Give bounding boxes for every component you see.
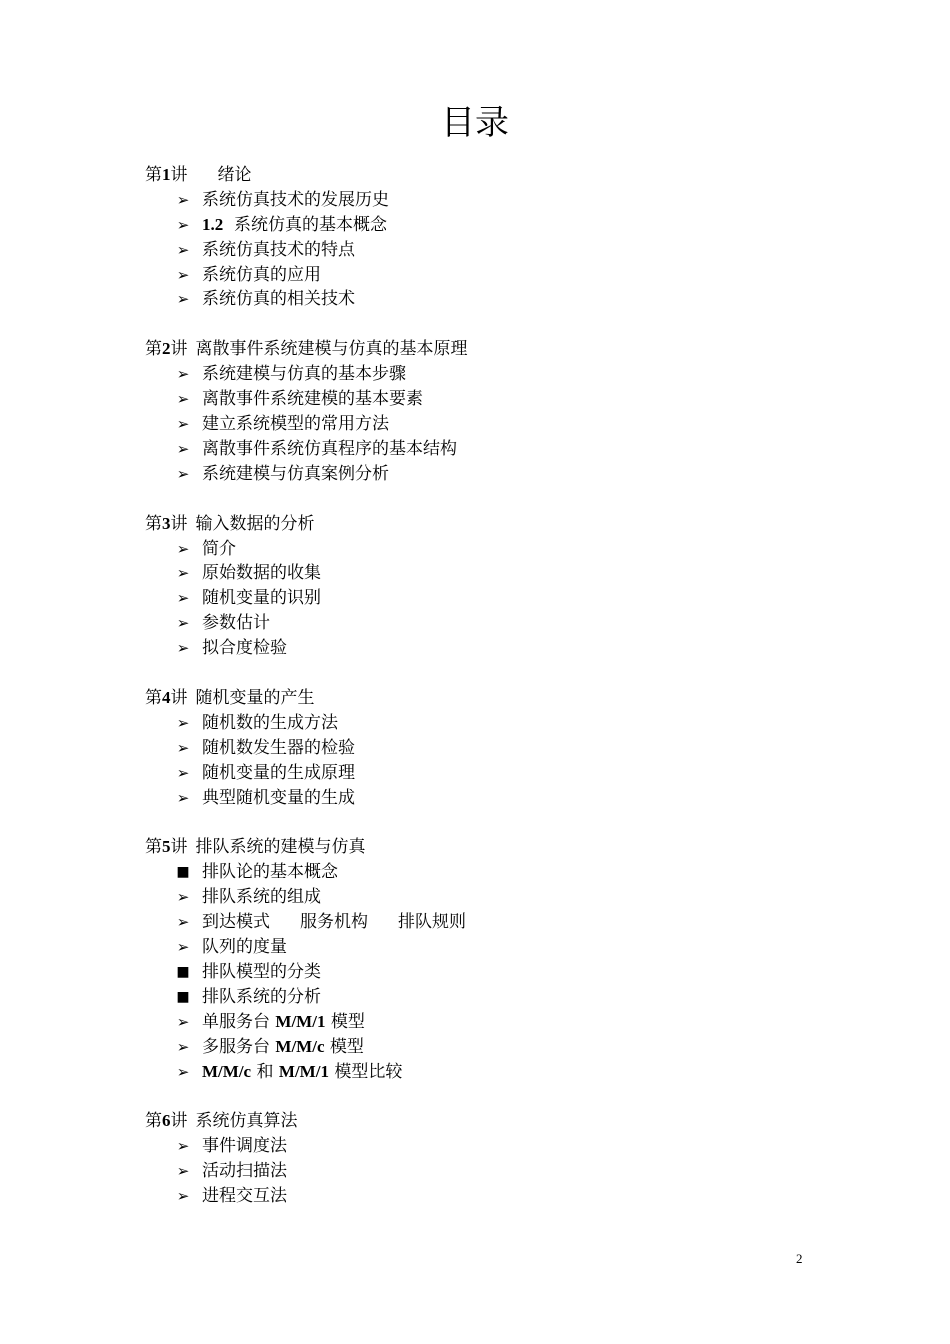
toc-item[interactable] — [145, 611, 865, 636]
toc-item-text: 服务机构 — [300, 912, 368, 933]
toc-item[interactable] — [145, 263, 865, 288]
toc-item[interactable] — [145, 1010, 865, 1035]
chapter-prefix: 第 — [145, 837, 162, 858]
toc-item-text: 随机变量的识别 — [202, 588, 321, 609]
toc-item[interactable] — [145, 412, 865, 437]
toc-item-text: 建立系统模型的常用方法 — [202, 414, 389, 435]
toc-item-text: 参数估计 — [202, 613, 270, 634]
toc-item-text: 模型 — [324, 1036, 364, 1057]
toc-item[interactable] — [145, 910, 865, 935]
chapter-3 — [145, 512, 865, 661]
arrow-bullet-icon: ➢ — [176, 390, 190, 409]
arrow-bullet-icon: ➢ — [176, 913, 190, 932]
toc-item[interactable] — [145, 860, 865, 885]
toc-item[interactable] — [145, 213, 865, 238]
arrow-bullet-icon: ➢ — [176, 1137, 190, 1156]
chapter-number: 2 — [162, 339, 171, 359]
toc-item-text: 原始数据的收集 — [202, 563, 321, 584]
toc-item-text: 模型 — [325, 1011, 365, 1032]
toc-item[interactable] — [145, 736, 865, 761]
chapter-title: 排队系统的建模与仿真 — [195, 837, 366, 858]
arrow-bullet-icon: ➢ — [176, 290, 190, 309]
toc-item-text: 系统仿真的相关技术 — [202, 289, 355, 310]
toc-item-text: 系统建模与仿真案例分析 — [202, 463, 389, 484]
toc-item-text: 队列的度量 — [202, 937, 287, 958]
arrow-bullet-icon: ➢ — [176, 265, 190, 284]
toc-item[interactable] — [145, 586, 865, 611]
arrow-bullet-icon: ➢ — [176, 564, 190, 583]
chapter-suffix: 讲 — [170, 513, 188, 534]
toc-item[interactable] — [145, 786, 865, 811]
toc-item[interactable] — [145, 1134, 865, 1159]
chapter-title: 输入数据的分析 — [195, 513, 315, 534]
arrow-bullet-icon: ➢ — [176, 439, 190, 458]
arrow-bullet-icon: ➢ — [176, 938, 190, 957]
arrow-bullet-icon: ➢ — [176, 190, 190, 209]
chapter-6 — [145, 1109, 865, 1209]
chapter-suffix: 讲 — [170, 688, 188, 709]
arrow-bullet-icon: ➢ — [176, 1012, 190, 1031]
toc-item-text: 系统仿真技术的发展历史 — [202, 189, 389, 210]
toc-item-text: 多服务台 — [202, 1036, 276, 1057]
arrow-bullet-icon: ➢ — [176, 365, 190, 384]
chapter-heading[interactable] — [145, 512, 865, 537]
toc-item-text: 随机数发生器的检验 — [202, 737, 355, 758]
chapter-number: 6 — [162, 1111, 171, 1131]
toc-item[interactable] — [145, 362, 865, 387]
toc-item-text: M/M/1 — [278, 1061, 329, 1081]
arrow-bullet-icon: ➢ — [176, 589, 190, 608]
chapter-prefix: 第 — [145, 165, 162, 185]
chapter-suffix: 讲 — [170, 837, 188, 858]
toc-item[interactable] — [145, 935, 865, 960]
arrow-bullet-icon: ➢ — [176, 215, 190, 234]
square-bullet-icon: ■ — [176, 864, 190, 881]
arrow-bullet-icon: ➢ — [176, 1062, 190, 1081]
toc-item[interactable] — [145, 960, 865, 985]
arrow-bullet-icon: ➢ — [176, 1187, 190, 1206]
toc-item-text: 进程交互法 — [202, 1186, 287, 1207]
toc-item-text: 离散事件系统仿真程序的基本结构 — [202, 438, 457, 459]
chapter-heading[interactable] — [145, 1109, 865, 1134]
chapter-prefix: 第 — [145, 1111, 162, 1132]
chapter-suffix: 讲 — [170, 165, 188, 185]
chapter-number: 5 — [162, 837, 171, 857]
toc-title: 目录 — [441, 103, 509, 143]
toc-item-text: 模型比较 — [328, 1061, 403, 1082]
chapter-prefix: 第 — [145, 339, 162, 360]
section-list — [145, 711, 865, 811]
chapter-title: 系统仿真算法 — [195, 1111, 298, 1132]
toc-item[interactable] — [145, 636, 865, 661]
chapter-1 — [145, 163, 865, 312]
square-bullet-icon: ■ — [176, 988, 190, 1005]
section-list — [145, 188, 865, 312]
section-list — [145, 860, 865, 1084]
chapter-2 — [145, 337, 865, 486]
toc-item[interactable] — [145, 238, 865, 263]
toc-item-text: M/M/1 — [275, 1011, 326, 1031]
toc-item[interactable] — [145, 1184, 865, 1209]
toc-item-text: 简介 — [202, 538, 236, 559]
toc-item[interactable] — [145, 711, 865, 736]
chapter-heading[interactable] — [145, 163, 865, 188]
toc-item-text: 随机数的生成方法 — [202, 712, 338, 733]
chapter-number: 4 — [162, 688, 171, 708]
toc-item-text: 系统仿真的应用 — [202, 264, 321, 285]
chapter-heading[interactable] — [145, 337, 865, 362]
arrow-bullet-icon: ➢ — [176, 240, 190, 259]
chapter-heading[interactable] — [145, 835, 865, 860]
page-number: 2 — [796, 1251, 803, 1266]
toc-item[interactable] — [145, 1035, 865, 1060]
arrow-bullet-icon: ➢ — [176, 415, 190, 434]
chapter-suffix: 讲 — [170, 339, 188, 360]
chapter-title: 随机变量的产生 — [195, 688, 315, 709]
toc-item-text: M/M/c — [275, 1036, 325, 1056]
section-list — [145, 537, 865, 661]
chapter-number: 1 — [162, 165, 171, 184]
toc-item[interactable] — [145, 885, 865, 910]
chapter-title: 离散事件系统建模与仿真的基本原理 — [195, 339, 468, 360]
arrow-bullet-icon: ➢ — [176, 763, 190, 782]
table-of-contents — [145, 163, 865, 1234]
chapter-title: 绪论 — [217, 165, 252, 185]
section-list — [145, 362, 865, 486]
toc-item[interactable] — [145, 437, 865, 462]
chapter-suffix: 讲 — [170, 1111, 188, 1132]
arrow-bullet-icon: ➢ — [176, 713, 190, 732]
arrow-bullet-icon: ➢ — [176, 614, 190, 633]
toc-item[interactable] — [145, 287, 865, 312]
toc-item[interactable] — [145, 462, 865, 487]
toc-item[interactable] — [145, 761, 865, 786]
toc-item[interactable] — [145, 1060, 865, 1085]
toc-item-text: 系统仿真的基本概念 — [223, 214, 388, 235]
toc-item-text: 系统建模与仿真的基本步骤 — [202, 364, 406, 385]
chapter-heading[interactable] — [145, 686, 865, 711]
arrow-bullet-icon: ➢ — [176, 1162, 190, 1181]
chapter-number: 3 — [162, 513, 171, 533]
toc-item-text: 排队系统的组成 — [202, 887, 321, 908]
toc-item-text: 随机变量的生成原理 — [202, 762, 355, 783]
arrow-bullet-icon: ➢ — [176, 1037, 190, 1056]
toc-item[interactable] — [145, 188, 865, 213]
toc-item-text: 拟合度检验 — [202, 638, 287, 659]
chapter-4 — [145, 686, 865, 810]
toc-item-text: 和 — [251, 1061, 279, 1082]
arrow-bullet-icon: ➢ — [176, 738, 190, 757]
chapter-prefix: 第 — [145, 688, 162, 709]
toc-item-text: 典型随机变量的生成 — [202, 787, 355, 808]
section-list — [145, 1134, 865, 1209]
toc-item-text: 排队系统的分析 — [202, 986, 321, 1007]
arrow-bullet-icon: ➢ — [176, 539, 190, 558]
toc-item-text: 系统仿真技术的特点 — [202, 239, 355, 260]
toc-item-text: 1.2 — [202, 214, 224, 234]
chapter-5 — [145, 835, 865, 1084]
toc-item-text: 到达模式 — [202, 912, 270, 933]
toc-item-text: 单服务台 — [202, 1011, 276, 1032]
toc-item-text: 排队论的基本概念 — [202, 862, 338, 883]
toc-item-text: 离散事件系统建模的基本要素 — [202, 389, 423, 410]
toc-item[interactable] — [145, 985, 865, 1010]
chapter-prefix: 第 — [145, 513, 162, 534]
arrow-bullet-icon: ➢ — [176, 639, 190, 658]
toc-item-text: 排队模型的分类 — [202, 961, 321, 982]
toc-item[interactable] — [145, 1159, 865, 1184]
toc-item-text: M/M/c — [202, 1061, 252, 1081]
arrow-bullet-icon: ➢ — [176, 888, 190, 907]
toc-item[interactable] — [145, 387, 865, 412]
toc-item-text: 事件调度法 — [202, 1136, 287, 1157]
square-bullet-icon: ■ — [176, 963, 190, 980]
toc-item[interactable] — [145, 561, 865, 586]
arrow-bullet-icon: ➢ — [176, 788, 190, 807]
arrow-bullet-icon: ➢ — [176, 464, 190, 483]
toc-item-text: 排队规则 — [398, 912, 466, 933]
toc-item-text: 活动扫描法 — [202, 1161, 287, 1182]
toc-item[interactable] — [145, 537, 865, 562]
